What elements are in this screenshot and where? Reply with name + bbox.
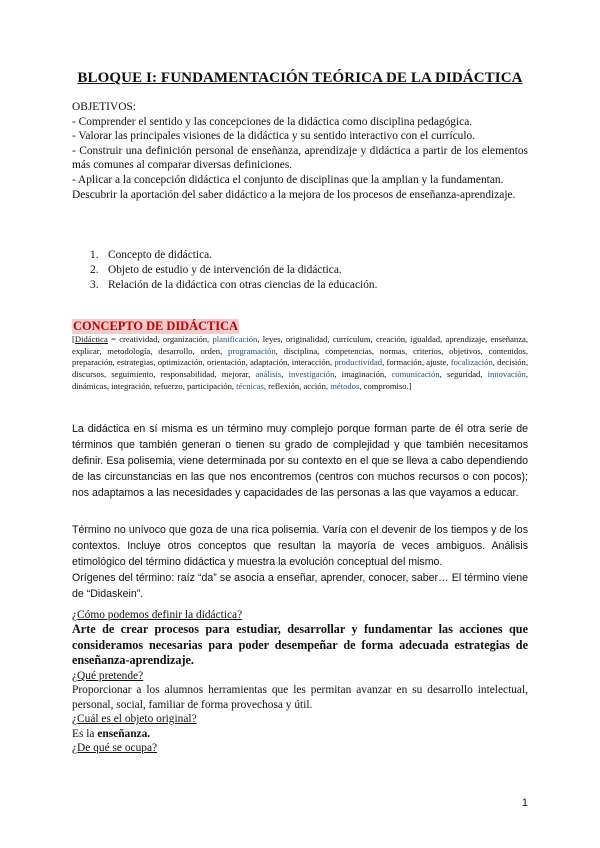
answer-text: Proporcionar a los alumnos herramientas que les permitan avanzar en su desarrollo intelectual, personal, social, familiar de forma provechosa y útil. [72,684,528,711]
objective-item: - Construir una definición personal de enseñanza, aprendizaje y didáctica a partir de los elementos más comunes al comparar diversas definiciones. [72,144,528,172]
keyword-text: , seguridad, [439,369,488,380]
keyword-text: , reflexión, acción, [263,380,331,391]
keyword-text: , compromiso.] [359,380,412,391]
highlight-word: análisis [255,369,282,380]
keyword-text: , disciplina, competencias, normas, criterios, objetivos, contenidos, preparación, estrategias, optimización, orientación, adaptación, interacción, [72,345,528,368]
toc-text: Concepto de didáctica. [108,249,213,261]
question-heading: ¿Qué pretende? [72,669,144,682]
answer-prefix: Es la [72,727,98,740]
toc-item [90,278,377,293]
toc-number: 2. [90,264,99,276]
answer-text: Arte de crear procesos para estudiar, desarrollar y fundamentar las acciones que consideramos necesarias para poder desempeñar de forma adecuada estrategias de enseñanza-aprendizaje. [72,622,528,668]
answer-bold: enseñanza. [97,727,151,740]
keyword-text: , leyes, originalidad, currículum, creación, igualdad, aprendizaje, enseñanza, explicar, metodología, desarrollo, orden, [72,334,528,356]
toc-number: 1. [90,249,99,261]
keywords-block [72,334,528,393]
paragraph: La didáctica en sí misma es un término muy complejo porque forman parte de él otra serie de términos que también generan o tienen su grado de complejidad y que también necesitamos definir. Esa polisemia, viene determinada por su contexto en el que se lleva a cabo dependiendo de las circunstancias en las que nos encontremos (centros con muchos recursos o con pocos); nos adaptamos a las necesidades y capacidades de las personas a las que vayamos a educar. [72,423,528,499]
question-heading: ¿Cómo podemos definir la didáctica? [72,609,243,621]
objective-item: - Aplicar a la concepción didáctica el conjunto de disciplinas que la amplian y la fundamentan. [72,173,504,186]
keyword-text: , decisión, discursos, seguimiento, responsabilidad, mejorar, [72,357,528,380]
highlight-word: innovación [487,369,526,380]
qa-block [72,608,528,755]
highlight-word: programación [228,345,276,356]
keyword-term: Didáctica [74,334,108,344]
paragraph-polysemy [72,522,528,602]
page-title: BLOQUE I: FUNDAMENTACIÓN TEÓRICA DE LA DIDÁCTICA [77,70,523,86]
table-of-contents [90,248,377,293]
question-heading: ¿Cuál es el objeto original? [72,713,197,726]
toc-text: Relación de la didáctica con otras ciencias de la educación. [108,279,378,291]
keyword-text: , formación, ajuste, [382,357,451,368]
page-number: 1 [521,797,528,809]
keyword-text: , [281,369,289,380]
keyword-text: , dinámicas, integración, refuerzo, participación, [72,369,528,391]
highlight-word: comunicación [391,369,440,380]
question-heading: ¿De qué se ocupa? [72,741,158,754]
section-heading: CONCEPTO DE DIDÁCTICA [73,319,238,333]
toc-item [90,263,377,278]
answer-text [72,727,528,741]
objective-item: Descubrir la aportación del saber didáctico a la mejora de los procesos de enseñanza-aprendizaje. [72,188,516,201]
keyword-text: = creatividad, organización, [107,334,213,344]
paragraph: Orígenes del término: raíz “da” se asocia a enseñar, aprender, conocer, saber… El término viene de “Didaskein”. [72,572,528,600]
toc-item [90,248,377,263]
keyword-text: , imaginación, [334,369,392,380]
bracket-open: [ [72,334,75,344]
objective-item: - Comprender el sentido y las concepciones de la didáctica como disciplina pedagógica. [72,115,473,128]
paragraph-intro [72,421,528,501]
objective-item: - Valorar las principales visiones de la didáctica y su sentido interactivo con el currículo. [72,130,476,143]
objectives-label: OBJETIVOS: [72,101,136,113]
highlight-word: productividad [334,357,383,368]
toc-text: Objeto de estudio y de intervención de la didáctica. [108,264,342,276]
objectives-block [72,100,528,202]
highlight-word: planificación [212,334,258,344]
highlight-word: focalización [450,357,493,368]
paragraph: Término no unívoco que goza de una rica polisemia. Varía con el devenir de los tiempos y de los contextos. Incluye otros conceptos que resultan la mayoría de veces ambiguos. Análisis etimológico del término didáctica y muestra la evolución conceptual del mismo. [72,524,528,568]
highlight-word: técnicas [236,380,264,391]
highlight-word: investigación [288,369,335,380]
highlight-word: métodos [330,380,360,391]
toc-number: 3. [90,279,99,291]
